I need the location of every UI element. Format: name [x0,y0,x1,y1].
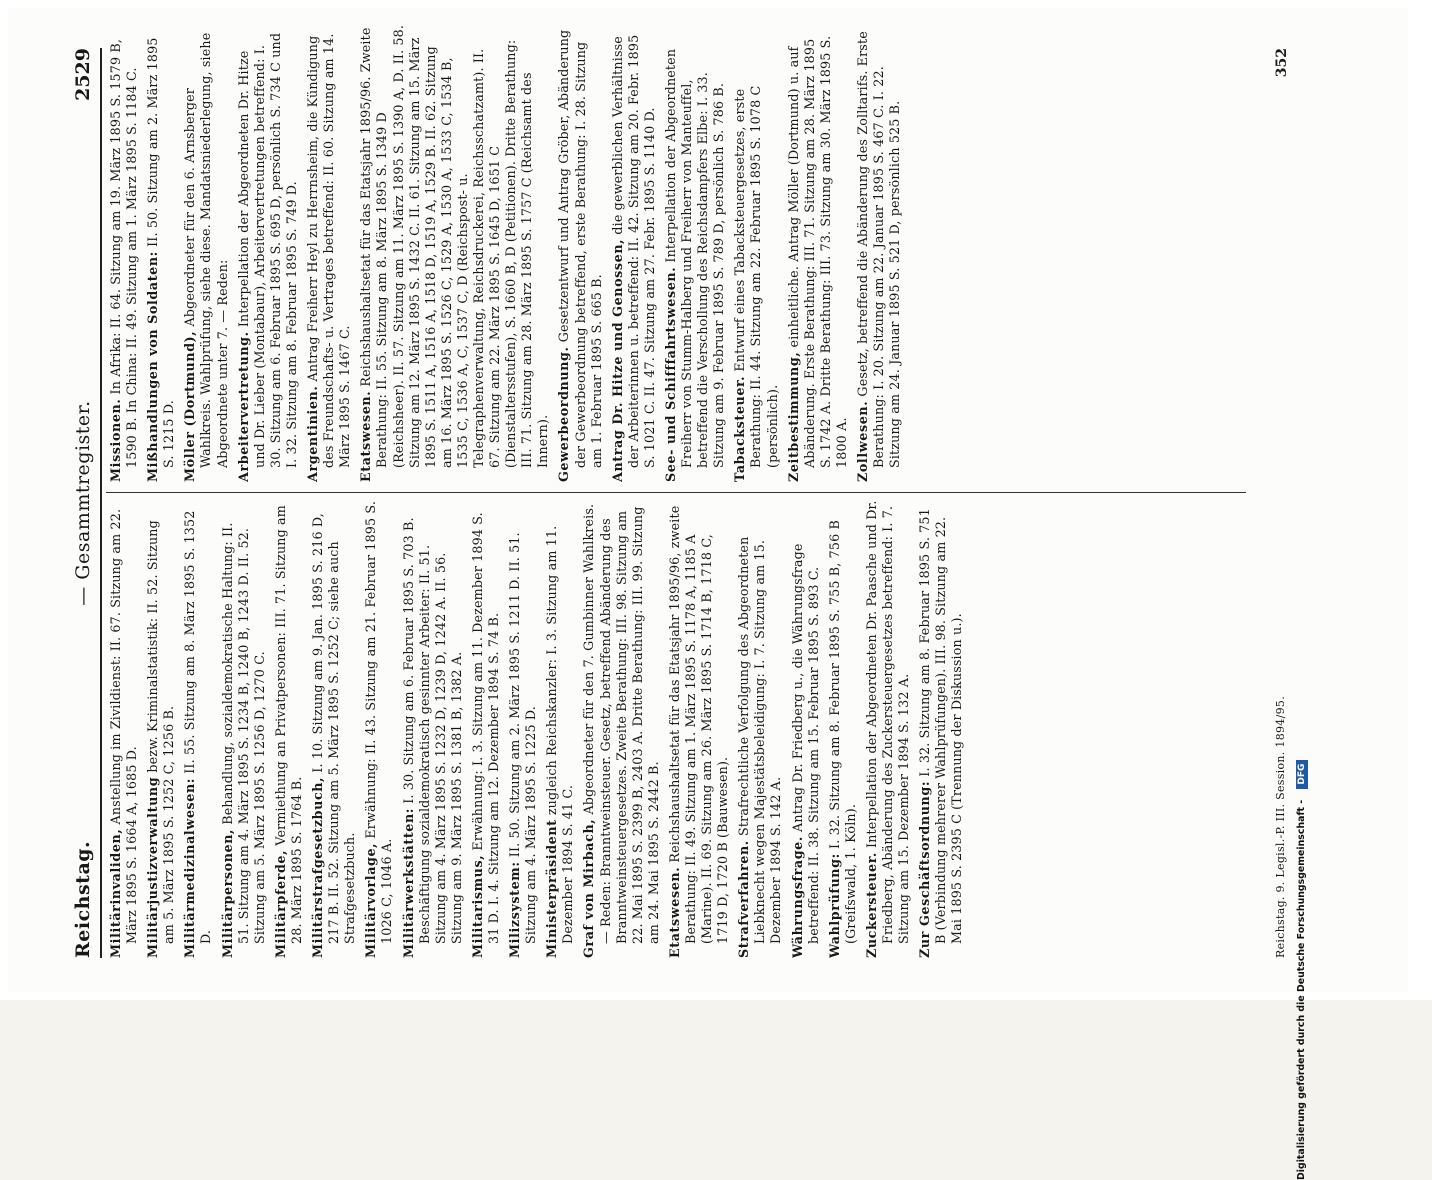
register-entry [108,24,140,482]
entry-text: Interpellation der Abgeordneten Dr. Hitze und Dr. Lieber (Montabaur), Arbeitervertretungen betreffend: I. 30. Sitzung am 6. Februar 1895 S. 695 D, persönlich S. 734 C und I. 32. Sitzung am 8. Februar 1895 S. 749 D. [235,32,299,468]
entry-heading: Milizsystem: [507,861,523,958]
entry-heading: Möller (Dortmund), [182,330,198,482]
entry-heading: Militärwerkstätten: [400,807,416,958]
entry-heading: Zuckersteuer. [863,852,879,958]
entry-heading: Mißhandlungen von Soldaten: [145,251,161,482]
footer-sheet-number: 352 [1274,48,1290,78]
entry-text: Anstellung im Zivildienst: II. 67. Sitzung am 22. März 1895 S. 1664 A, 1685 D. [108,508,140,944]
entry-text: Gesetz, betreffend die Abänderung des Zolltarifs. Erste Berathung: I. 20. Sitzung am 22. Januar 1895 S. 467 C. I. 22. Sitzung am 24. Januar 1895 S. 521 D, persönlich 525 B. [855,31,903,468]
dfg-logo: DFG [1296,760,1308,789]
register-page [8,8,1408,992]
register-entry [663,24,727,482]
entry-text: die gewerblichen Verhältnisse der Arbeiterinnen u. betreffend: II. 42. Sitzung am 20. Febr. 1895 S. 1021 C. II. 47. Sitzung am 27. Febr. 1895 S. 1140 D. [609,34,657,468]
entry-text: II. 55. Sitzung am 8. März 1895 S. 1352 D. [182,510,214,944]
entry-text: Behandlung, sozialdemokratische Haltung: II. 51. Sitzung am 4. März 1895 S. 1234 B, 1240 B, 1243 D. II. 52. Sitzung am 5. März 1895 S. 1256 D, 1270 C. [219,522,267,944]
right-column [108,24,1268,482]
register-entry [864,500,912,958]
register-entry [310,500,358,958]
entry-heading: Argentinien. [305,385,321,482]
entry-text: einheitliche. Antrag Möller (Dortmund) u. auf Abänderung. Erste Berathung: III. 71. Sitzung am 28. März 1895 S. 1742 A. Dritte Berathung: III. 73. Sitzung am 30. März 1895 S. 1800 A. [785,35,849,468]
entry-heading: Währungsfrage. [789,836,805,958]
register-entry [401,500,465,958]
entry-text: Strafrechtliche Verfolgung des Abgeordneten Liebknecht wegen Majestätsbeleidigung: I. 7. Sitzung am 15. Dezember 1894 S. 142 A. [736,536,784,944]
entry-heading: Militärstrafgesetzbuch, [310,776,326,958]
register-entry [220,500,268,958]
register-entry [108,500,140,958]
entry-heading: Ministerpräsident [544,819,560,958]
register-entry [145,500,177,958]
entry-heading: Strafverfahren. [736,840,752,958]
entry-text: I. 30. Sitzung am 6. Februar 1895 S. 703 B. Beschäftigung sozialdemokratisch gesinnter Arbeiter: II. 51. Sitzung am 4. März 1895 S. 1232 D, 1239 D, 1242 A. II. 56. Sitzung am 9. März 1895 S. 1381 B, 1382 A. [400,517,464,944]
dfg-credit-text: Digitalisierung gefördert durch die Deutsche Forschungsgemeinschaft - [1296,799,1307,1180]
entry-text: I. 32. Sitzung am 8. Februar 1895 S. 755 B, 756 B (Greifswald, 1. Köln). [826,520,858,944]
left-column [108,500,1268,958]
entry-heading: Arbeitervertretung. [235,331,251,482]
entry-text: Reichshaushaltsetat für das Etatsjahr 1895/96. Zweite Berathung: II. 55. Sitzung am 8. März 1895 S. 1349 D (Reichsheer). II. 57. Sitzung am 11. März 1895 S. 1390 A, D. II. 58. Sitzung am 12. März 1895 S. 1432 C. II. 61. Sitzung am 15. März 1895 S. 1511 A, 1516 A, 1518 D, 1519 A, 1529 B. II. 62. Sitzung am 16. März 1895 S. 1526 C, 1529 A, 1530 A, 1533 C, 1534 B, 1535 C, 1536 A, C, 1537 C, D (Reichspost- u. Telegraphenverwaltung, Reichsdruckerei, Reichsschatzamt). II. 67. Sitzung am 22. März 1895 S. 1645 D, 1651 C (Dienstaltersstufen), S. 1660 B, D (Petitionen). Dritte Berathung: III. 71. Sitzung am 28. März 1895 S. 1757 C (Reichsamt des Innern). [358,24,551,468]
entry-text: zugleich Reichskanzler: I. 3. Sitzung am 11. Dezember 1894 S. 41 C. [544,525,576,944]
entry-heading: Missionen. [108,398,123,482]
entry-heading: Etatswesen. [666,866,682,958]
entry-text: Reichshaushaltsetat für das Etatsjahr 1895/96, zweite Berathung: II. 49. Sitzung am 1. März 1895 S. 1178 A, 1185 A (Marine). II. 69. Sitzung am 26. März 1895 S. 1714 B, 1718 C, 1719 D, 1720 B (Bauwesen). [666,505,731,944]
register-entry [358,24,551,482]
register-entry [556,24,604,482]
entry-text: Erwähnung: I. 3. Sitzung am 11. Dezember 1894 S. 31 D. I. 4. Sitzung am 12. Dezember 1894 S. 74 B. [469,512,501,944]
register-entry [736,500,784,958]
entry-heading: Zeitbestimmung, [785,351,801,482]
entry-heading: Wahlprüfung: [826,853,842,958]
dfg-credit [1296,760,1310,1180]
column-divider [106,492,1246,493]
header-title: — Gesammtregister. [72,400,94,606]
entry-heading: Militärpersonen, [219,828,235,958]
entry-heading: Antrag Dr. Hitze und Genossen, [609,238,625,482]
entry-text: Antrag Dr. Friedberg u., die Währungsfrage betreffend: II. 38. Sitzung am 15. Februar 1895 S. 893 C. [789,543,821,944]
footer-session-note: Reichstag. 9. Legisl.-P. III. Session. 1894/95. [1274,696,1287,958]
entry-text: Abgeordneter für den 6. Arnsberger Wahlkreis. Wahlprüfung, siehe diese. Mandatsniederlegung, siehe Abgeordnete unter 7. — Reden: [182,32,230,468]
register-entry [581,500,661,958]
entry-text: Interpellation der Abgeordneten Dr. Paasche und Dr. Friedberg, Abänderung des Zuckersteuergesetzes betreffend: I. 7. Sitzung am 15. Dezember 1894 S. 132 A. [863,500,912,944]
register-entry [182,500,214,958]
header-left: Reichstag. [72,840,94,958]
register-entry [507,500,539,958]
entry-text: Gesetzentwurf und Antrag Gröber, Abänderung der Gewerbeordnung betreffend, erste Berathung: I. 28. Sitzung am 1. Februar 1895 S. 665 B. [556,29,604,468]
entry-heading: Zur Geschäftsordnung: [917,780,933,958]
entry-heading: Zollwesen. [855,400,871,482]
register-entry [917,500,965,958]
register-entry [786,24,850,482]
entry-text: Vermiethung an Privatpersonen: III. 71. Sitzung am 28. März 1895 S. 1764 B. [272,505,304,944]
entry-text: Entwurf eines Tabacksteuergesetzes, erste Berathung: II. 44. Sitzung am 22. Februar 1895 S. 1078 C (persönlich). [732,85,780,468]
entry-heading: Gewerbeordnung. [556,346,572,482]
register-entry [667,500,731,958]
register-entry [145,24,177,482]
entry-heading: Militärinvaliden, [108,828,123,958]
entry-text: I. 10. Sitzung am 9. Jan. 1895 S. 216 D, 217 B. II. 52. Sitzung am 5. März 1895 S. 1252 C; siehe auch Strafgesetzbuch. [310,513,358,944]
page-header [16,48,102,958]
register-entry [363,500,395,958]
entry-text: bezw. Kriminalstatistik: II. 52. Sitzung am 5. März 1895 S. 1252 C, 1256 B. [145,520,177,944]
entry-heading: Militärpferde, [272,849,288,958]
register-entry [273,500,305,958]
entry-heading: See- und Schifffahrtswesen. [663,266,678,482]
entry-heading: Militarismus, [469,854,485,958]
entry-text: Interpellation der Abgeordneten Freiherr von Stumm-Halberg und Freiherr von Manteuffel, betreffend die Verschollung des Reichsdampfers Elbe: I. 33. Sitzung am 9. Februar 1895 S. 789 D, persönlich S. 786 B. [663,48,727,468]
register-entry [236,24,300,482]
entry-heading: Militärjustizverwaltung [145,776,161,958]
register-entry [732,24,780,482]
entry-text: Antrag Freiherr Heyl zu Herrnsheim, die Kündigung des Freundschafts- u. Vertrages betreffend: II. 60. Sitzung am 14. März 1895 S. 1467 C. [305,33,353,468]
entry-heading: Militärmedizinalwesen: [182,777,198,958]
register-entry [827,500,859,958]
entry-heading: Tabacksteuer. [732,375,748,482]
entry-text: In Afrika: II. 64. Sitzung am 19. März 1895 S. 1579 B, 1590 B. In China: II. 49. Sitzung am 1. März 1895 S. 1184 C. [108,38,140,468]
register-entry [470,500,502,958]
register-entry [544,500,576,958]
entry-text: Erwähnung: II. 43. Sitzung am 21. Februar 1895 S. 1026 C, 1046 A. [363,500,395,944]
entry-heading: Etatswesen. [358,390,374,482]
entry-text: Abgeordneter für den 7. Gumbinner Wahlkreis. — Reden: Branntweinsteuer. Gesetz, betreffend Abänderung des Branntweinsteuergesetzes. Zweite Berathung: III. 98. Sitzung am 22. Mai 1895 S. 2399 B, 2403 A. Dritte Berathung: III. 99. Sitzung am 24. Mai 1895 S. 2442 B. [581,503,661,944]
register-entry [182,24,230,482]
entry-heading: Militärvorlage, [363,842,379,958]
register-entry [790,500,822,958]
entry-text: II. 50. Sitzung am 2. März 1895 S. 1215 D. [145,37,177,468]
register-entry [305,24,353,482]
entry-heading: Graf von Mirbach, [581,818,597,958]
page-number: 2529 [72,48,94,101]
register-entry [855,24,903,482]
register-entry [610,24,658,482]
entry-text: I. 32. Sitzung am 8. Februar 1895 S. 751 B (Verbindung mehrerer Wahlprüfungen). III. 98. Sitzung am 22. Mai 1895 S. 2395 C (Trennung der Diskussion u.). [917,508,965,944]
entry-text: II. 50. Sitzung am 2. März 1895 S. 1211 D. II. 51. Sitzung am 4. März 1895 S. 1225 D. [507,532,539,944]
